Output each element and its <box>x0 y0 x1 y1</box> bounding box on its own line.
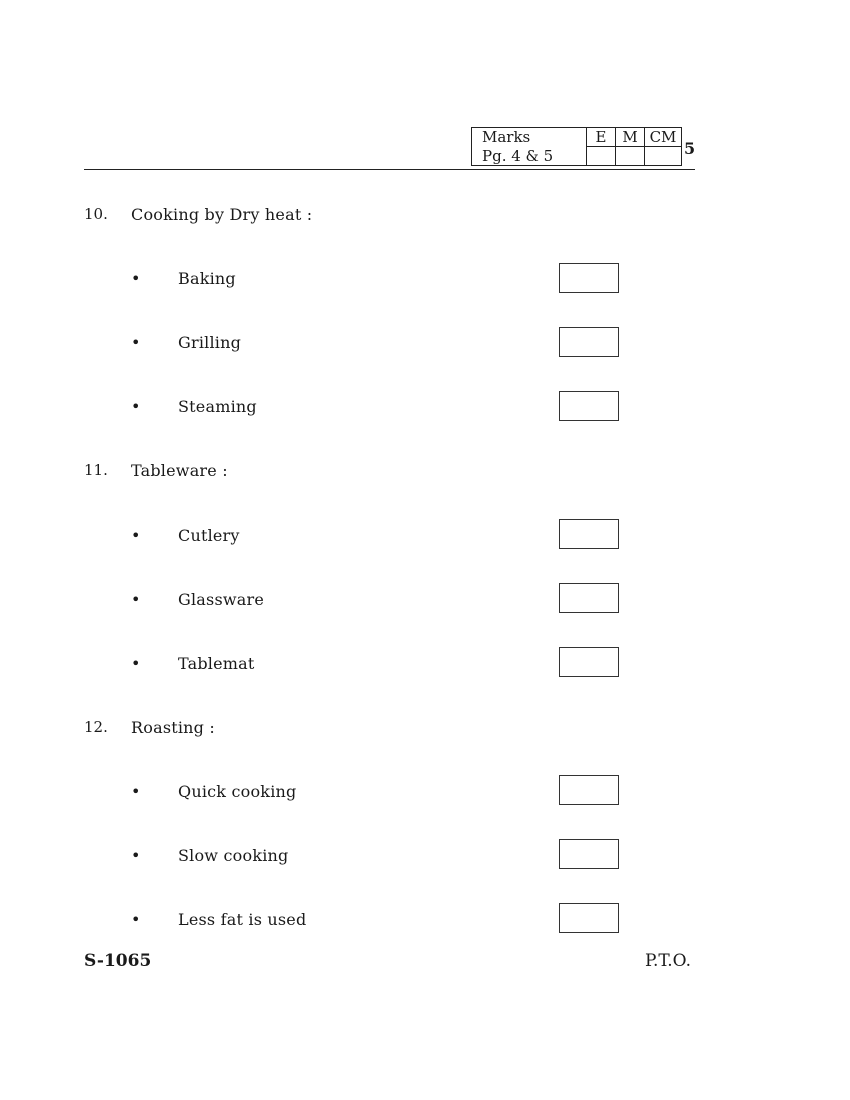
marks-cell-cm[interactable] <box>645 147 682 166</box>
bullet: • <box>131 397 141 416</box>
option-label: Cutlery <box>178 526 240 545</box>
option-label: Baking <box>178 269 236 288</box>
option-label: Slow cooking <box>178 846 289 865</box>
answer-box[interactable] <box>559 263 619 293</box>
option-label: Steaming <box>178 397 257 416</box>
option-label: Less fat is used <box>178 910 307 929</box>
option-label: Glassware <box>178 590 265 609</box>
bullet: • <box>131 590 141 609</box>
paper-code: S-1065 <box>84 951 152 971</box>
pages-label: Pg. 4 & 5 <box>472 147 587 166</box>
bullet: • <box>131 782 141 801</box>
bullet: • <box>131 526 141 545</box>
marks-column-cm: CM <box>645 128 682 147</box>
question-number: 10. <box>84 205 108 223</box>
answer-box[interactable] <box>559 839 619 869</box>
bullet: • <box>131 333 141 352</box>
marks-label: Marks <box>472 128 587 147</box>
marks-table <box>471 127 682 166</box>
answer-box[interactable] <box>559 647 619 677</box>
question-number: 11. <box>84 461 108 479</box>
answer-box[interactable] <box>559 519 619 549</box>
marks-column-e: E <box>587 128 616 147</box>
page-number: 5 <box>684 139 696 158</box>
bullet: • <box>131 269 141 288</box>
answer-box[interactable] <box>559 327 619 357</box>
bullet: • <box>131 910 141 929</box>
answer-box[interactable] <box>559 775 619 805</box>
question-title: Cooking by Dry heat : <box>131 205 313 224</box>
question-number: 12. <box>84 718 108 736</box>
marks-column-m: M <box>616 128 645 147</box>
marks-cell-e[interactable] <box>587 147 616 166</box>
header-divider <box>84 169 695 170</box>
bullet: • <box>131 846 141 865</box>
question-title: Tableware : <box>131 461 228 480</box>
answer-box[interactable] <box>559 583 619 613</box>
option-label: Quick cooking <box>178 782 297 801</box>
option-label: Grilling <box>178 333 242 352</box>
question-title: Roasting : <box>131 718 215 737</box>
answer-box[interactable] <box>559 391 619 421</box>
please-turn-over: P.T.O. <box>645 951 691 971</box>
answer-box[interactable] <box>559 903 619 933</box>
option-label: Tablemat <box>178 654 255 673</box>
bullet: • <box>131 654 141 673</box>
marks-cell-m[interactable] <box>616 147 645 166</box>
